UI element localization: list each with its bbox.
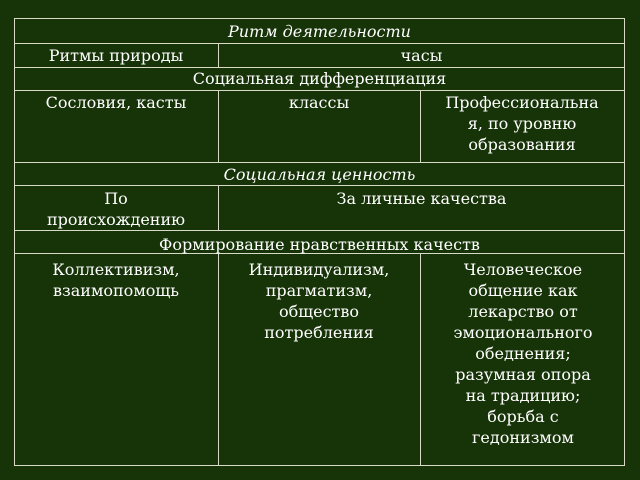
cell-individualism: Индивидуализм, прагматизм, общество потребления	[248, 260, 390, 342]
section-heading-rhythm: Ритм деятельности	[228, 22, 411, 41]
cell-human-communication: Человеческое общение как лекарство от эмоционального обеднения; разумная опора на традицию; борьба с гедонизмом	[453, 260, 593, 447]
section-heading-value: Социальная ценность	[223, 165, 416, 184]
cell-professional: Профессиональна я, по уровню образования	[445, 93, 599, 154]
cell-rhythm-nature: Ритмы природы	[48, 46, 184, 65]
cell-collectivism: Коллективизм, взаимопомощь	[52, 260, 180, 300]
section-heading-moral: Формирование нравственных качеств	[159, 235, 480, 254]
cell-estates-castes: Сословия, касты	[45, 93, 187, 112]
cell-classes: классы	[288, 93, 350, 112]
cell-by-origin: По происхождению	[46, 189, 186, 229]
section-heading-differentiation: Социальная дифференциация	[192, 69, 447, 88]
cell-personal-qualities: За личные качества	[336, 189, 507, 208]
cell-rhythm-clock: часы	[400, 46, 443, 65]
